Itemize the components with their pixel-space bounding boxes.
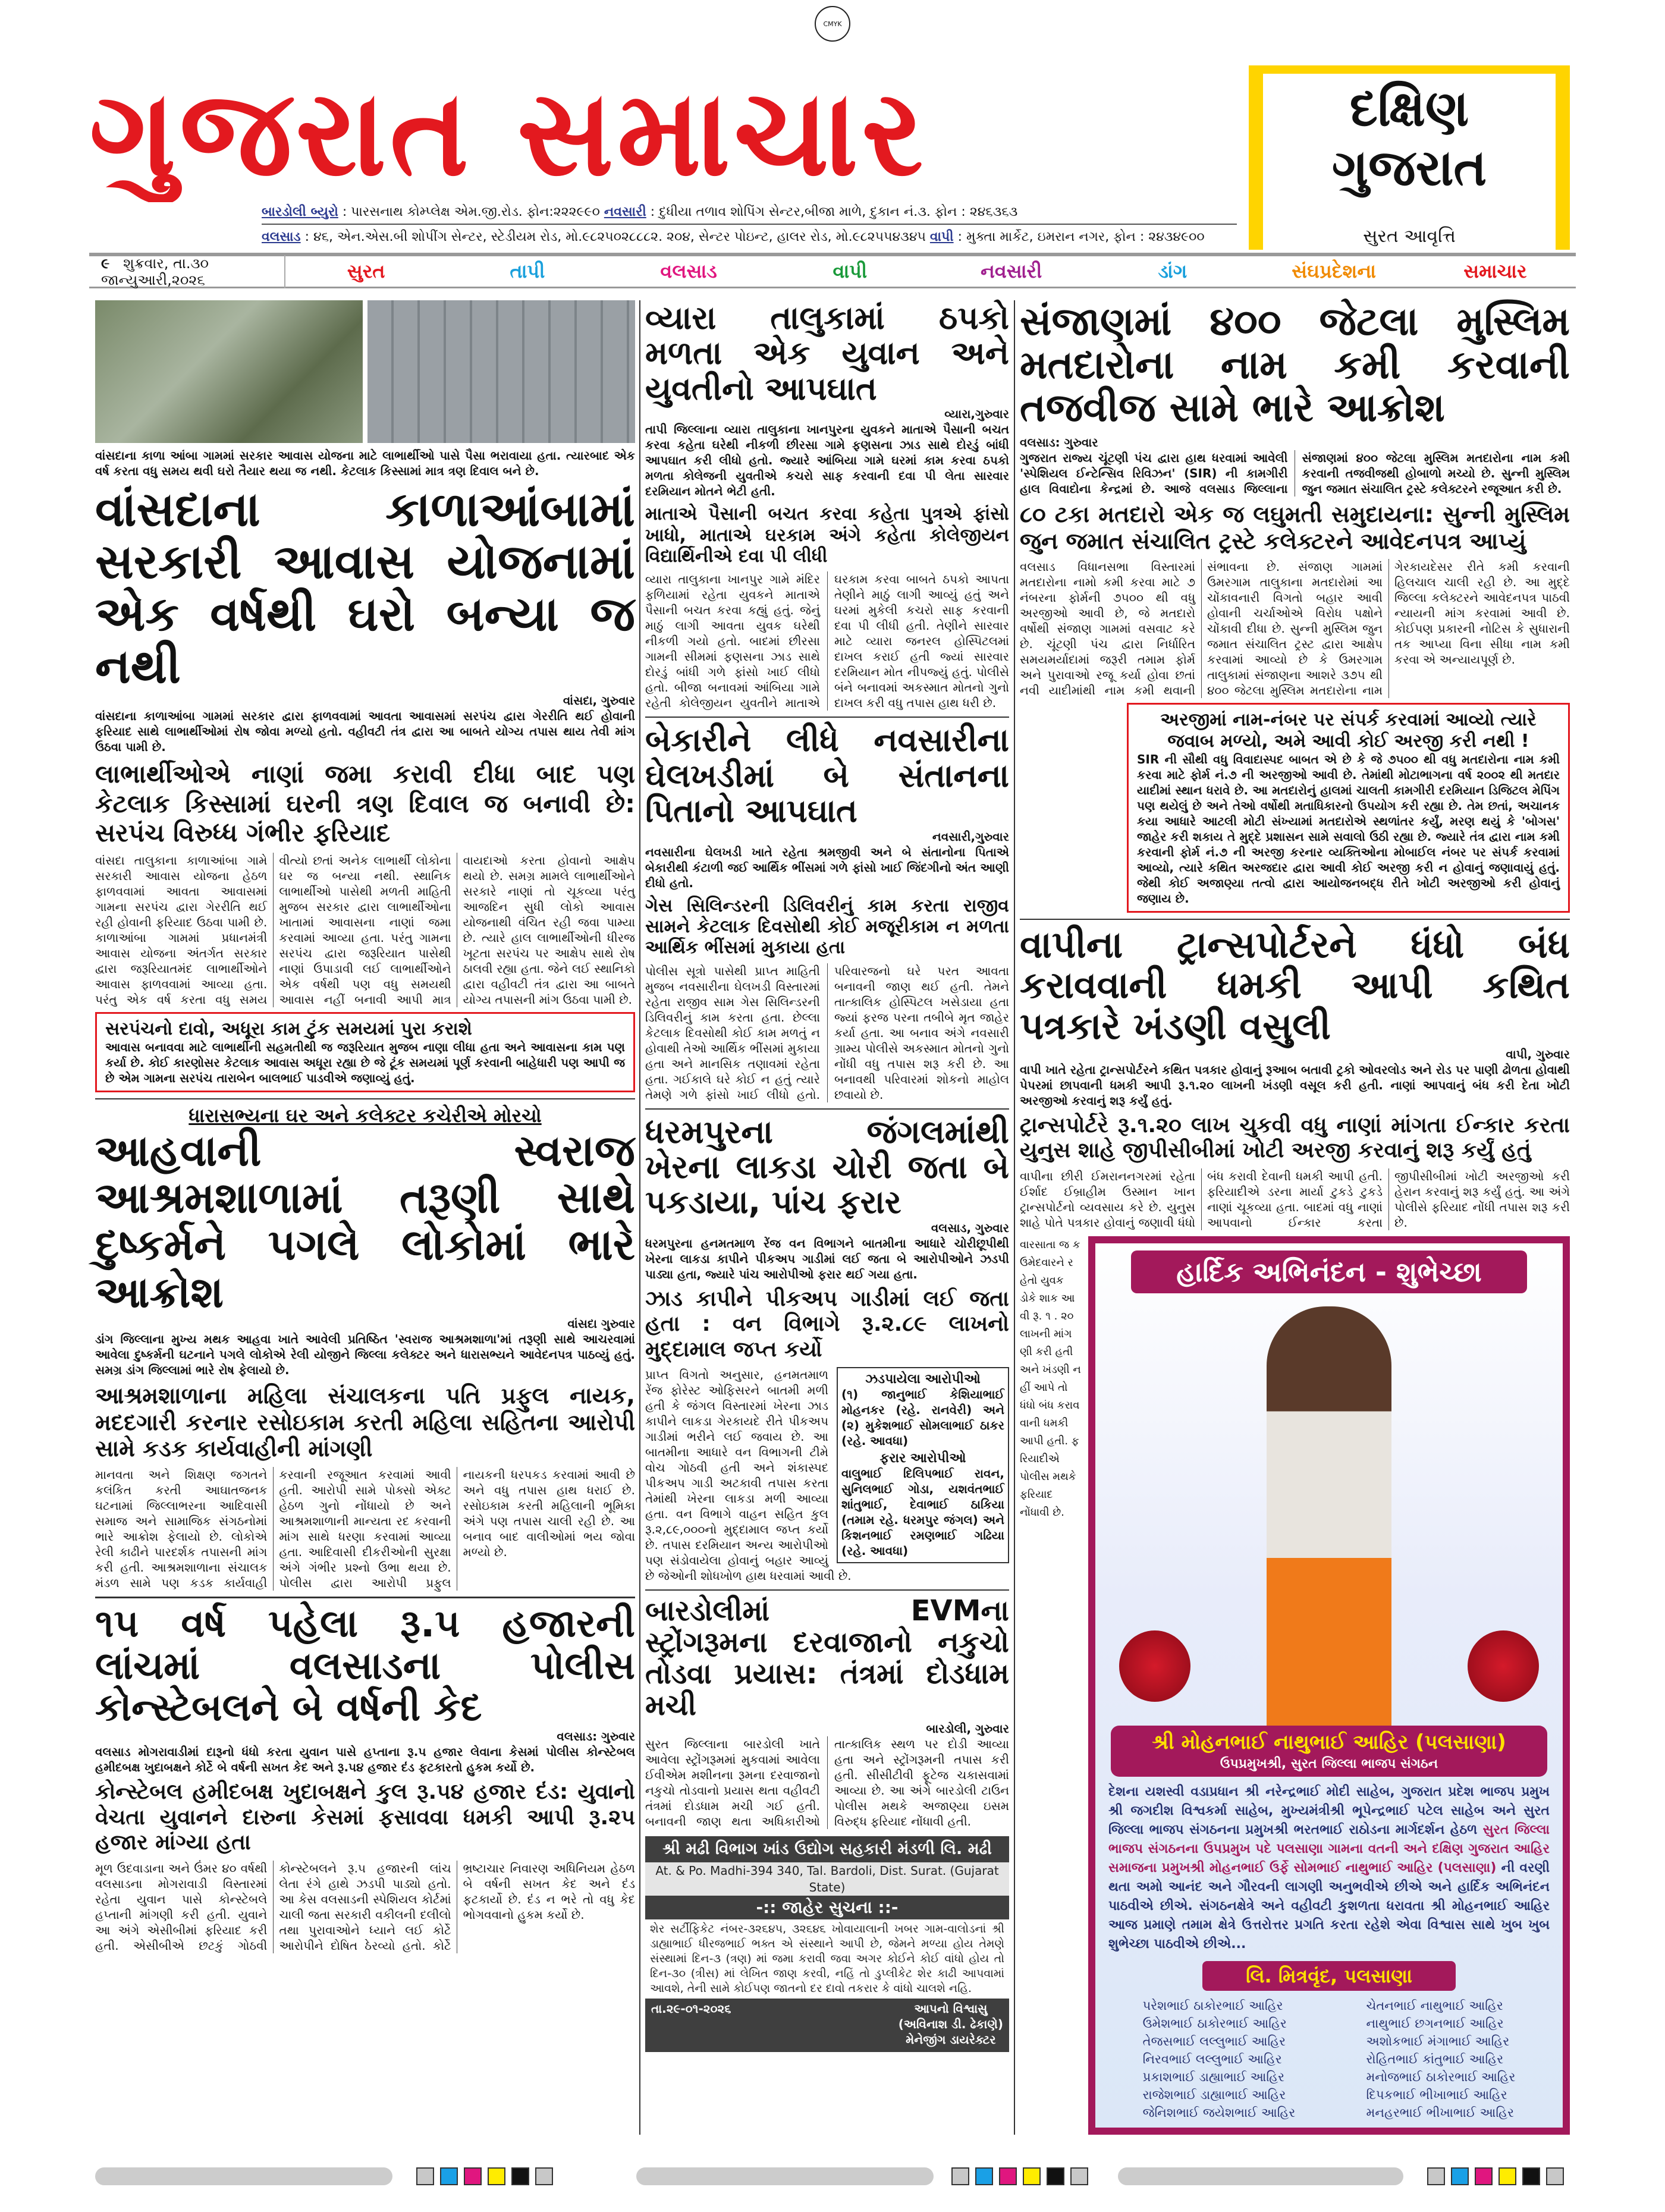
registration-bar [1118, 2167, 1403, 2185]
ad-row [1020, 1236, 1570, 2135]
registration-mark-label: CMYK [823, 20, 842, 28]
page-date [89, 255, 285, 288]
lead-paragraph: વાંસદાના કાળાઆંબા ગામમાં સરકાર દ્વારા ફાળવવામાં આવતા આવાસમાં સરપંચ દ્વારા ગેરરીતિ થઈ હોવાની ફરિયાદ સાથે લાભાર્થીઓમાં રોષ જોવા મળ્યો હતો. વહીવટી તંત્ર દ્વારા આ બાબતે યોગ્ય તપાસ થાય તેવી માંગ ઉઠવા પામી છે. [95, 709, 635, 754]
registration-bar [636, 2167, 934, 2185]
well-wisher-name: જેનિશભાઈ જયેશભાઈ આહિર [1142, 2106, 1296, 2120]
notice-date: તા.૨૯-૦૧-૨૦૨૬ [651, 2002, 731, 2016]
color-swatch [511, 2167, 529, 2185]
forest-story-body [645, 1367, 1009, 1583]
notice-designation: મેનેજીંગ ડાયરેક્ટર [906, 2032, 996, 2047]
section-list [285, 260, 1576, 283]
color-swatch [999, 2167, 1017, 2185]
lead-paragraph: ગુજરાત રાજ્ય ચૂંટણી પંચ દ્વારા હાથ ધરવામાં આવેલી 'સ્પેશિયલ ઈન્ટેન્સિવ રિવિઝન' (SIR) ની કામગીરી હાલ વિવાદોના કેન્દ્રમાં છે. આજે વલસાડ જિલ્લાના સંજાણમાં ૪૦૦ જેટલા મુસ્લિમ મતદારોના નામ કમી કરવાની તજવીજથી હોબાળો મચ્યો છે. સુન્ની મુસ્લિમ જુન જમાત સંચાલિત ટ્રસ્ટે કલેક્ટરને રજૂઆત કરી છે. [1020, 450, 1570, 496]
registration-bar [95, 2167, 392, 2185]
dateline: વાંસદા ગુરુવાર [567, 1316, 635, 1331]
dateline: વલસાડ: ગુરુવાર [557, 1729, 635, 1744]
subheadline: ઝાડ કાપીને પીકઅપ ગાડીમાં લઈ જતા હતા : વન વિભાગે રૂ.૨.૮૯ લાખનો મુદ્દામાલ જપ્ત કર્યો [645, 1286, 1009, 1362]
dateline: વલસાડ: ગુરુવાર [1020, 435, 1098, 450]
address-line-2 [262, 228, 1237, 246]
headline: બારડોલીમાં EVMના સ્ટ્રોંગરૂમના દરવાજાનો નકુચો તોડવા પ્રયાસ: તંત્રમાં દોડધામ મચી [645, 1589, 1009, 1721]
column-divider [639, 300, 640, 2135]
article-body: પોલીસ સૂત્રો પાસેથી પ્રાપ્ત માહિતી મુજબ નવસારીના ઘેલખડી વિસ્તારમાં રહેતા રાજીવ સામ ગેસ સિલિન્ડરની ડિલિવરીનું કામ કરતા હતા. છેલ્લા કેટલાક દિવસોથી કોઈ કામ મળતું ન હોવાથી તેઓ આર્થિક ભીંસમાં મુકાયા હતા અને માનસિક તણાવમાં રહેતા હતા. ગઈકાલે ઘરે કોઈ ન હતું ત્યારે તેમણે ગળે ફાંસો ખાઈ લીધો હતો. પરિવારજનો ઘરે પરત આવતા બનાવની જાણ થઈ હતી. તેમને તાત્કાલિક હોસ્પિટલ ખસેડાયા હતા જ્યાં ફરજ પરના તબીબે મૃત જાહેર કર્યા હતા. આ બનાવ અંગે નવસારી ગ્રામ્ય પોલીસે અકસ્માત મોતનો ગુનો નોંધી વધુ તપાસ શરૂ કરી છે. આ બનાવથી પરિવારમાં શોકનો માહોલ છવાયો છે. [645, 963, 1009, 1102]
edition-label: સુરત આવૃત્તિ [1263, 224, 1556, 250]
dateline: વ્યારા,ગુરુવાર [944, 407, 1009, 422]
notice-body: શેર સર્ટીફિકેટ નંબર-૩૨૬૪૫, ૩૨૬૪૬ ખોવાયાલાની ખબર ગામ-વાલોડનાં શ્રી ડાહ્યાભાઈ ધીરજભાઈ ભક્ત એ સંસ્થાને આપી છે, જેમને મળ્યા હોય તેમણે સંસ્થામાં દિન-૩ (ત્રણ) માં જમા કરાવી જવા અગર કોઈને કોઈ વાંધો હોય તો દિન-૩૦ (ત્રીસ) માં લેખિત જાણ કરવી, નહિં તો ડુપ્લીકેટ શેર કાઢી આપવામાં આવશે, તેની સામે કોઈપણ જાતનો દર દાવો તકરાર કે વાંધો ચાલશે નહિ. [645, 1919, 1009, 1999]
color-swatch [440, 2167, 458, 2185]
edition-brand-box [1249, 65, 1570, 250]
middle-column [645, 300, 1009, 2135]
well-wisher-name: નિરવભાઈ લલ્લુભાઈ આહિર [1142, 2052, 1282, 2066]
section-link[interactable]: વલસાડ [660, 260, 717, 282]
ad-message-part: દેશના યશસ્વી વડાપ્રધાન શ્રી નરેન્દ્રભાઈ મોદી સાહેબ, ગુજરાત પ્રદેશ ભાજપ પ્રમુખ શ્રી જગદીશ વિશ્વકર્મા સાહેબ, મુખ્યમંત્રીશ્રી ભૂપેન્દ્રભાઈ પટેલ સાહેબ અને સુરત જિલ્લા ભાજપ સંગઠનના પ્રમુખશ્રી ભરતભાઈ રાઠોડના માર્ગદર્શન હેઠળ [1108, 1784, 1550, 1837]
section-link[interactable]: સુરત [347, 260, 385, 282]
headline: સંજાણમાં ૪૦૦ જેટલા મુસ્લિમ મતદારોના નામ કમી કરવાની તજવીજ સામે ભારે આક્રોશ [1020, 299, 1570, 431]
well-wisher-name: દિપકભાઈ ભીખાભાઈ આહિર [1366, 2088, 1507, 2102]
article-body: વાપીના છીરી ઈમરાનનગરમાં રહેતા ઈર્શાદ ઈબ્રાહીમ ઉસ્માન ખાન ટ્રાન્સપોર્ટનો વ્યવસાય કરે છે. યુનુસ શાહે પોતે પત્રકાર હોવાનું જણાવી ધંધો બંધ કરાવી દેવાની ધમકી આપી હતી. ફરિયાદીએ ડરના માર્યા ટુકડે ટુકડે નાણાં ચૂકવ્યા હતા. બાદમાં વધુ નાણાં આપવાનો ઈન્કાર કરતા જીપીસીબીમાં ખોટી અરજીઓ કરી હેરાન કરવાનું શરૂ કર્યું હતું. આ અંગે પોલીસે ફરિયાદ નોંધી તપાસ શરૂ કરી છે. [1020, 1168, 1570, 1230]
color-swatch [1047, 2167, 1064, 2185]
well-wisher-name: અશોકભાઈ મંગાભાઈ આહિર [1366, 2034, 1510, 2048]
bureau-address: : મુક્તા માર્કેટ, ઇમરાન નગર, ફોન : ૨૪૩૪૯૦૦ [953, 230, 1205, 244]
notice-address: At. & Po. Madhi-394 340, Tal. Bardoli, Dist. Surat. (Gujarat State) [645, 1862, 1009, 1896]
ad-photo-area [1095, 1300, 1563, 1726]
kicker: ધારાસભ્યના ઘર અને કલેક્ટર કચેરીએ મોરચો [95, 1098, 635, 1127]
bureau-address: : દુધીયા તળાવ શોપિંગ સેન્ટર,બીજા માળે, દુકાન નં.૩. ફોન : ૨૪૬૩૬૩ [646, 205, 1018, 219]
names-left [1143, 1997, 1296, 2122]
brand-line-1: દક્ષિણ [1349, 79, 1469, 137]
article-body-narrow: વારસાતા જ ક ઉમેદવારને રહેતો યુવક ડોકે શાક આવી રૂ. ૧ . ૨૦ લાખની માંગણી કરી હતી અને ખંડણી નહીં આપે તો ધંધો બંધ કરાવવાની ધમકી આપી હતી. ફરિયાદીએ પોલીસ મથકે ફરિયાદ નોંધાવી છે. [1020, 1238, 1081, 1519]
bureau-label: નવસારી [604, 205, 646, 219]
lead-paragraph: વલસાડ મોગરાવાડીમાં દારૂનો ધંધો કરતા યુવાન પાસે હપ્તાના રૂ.૫ હજાર લેવાના કેસમાં પોલીસ કોન્સ્ટેબલ હમીદબક્ષ ખુદાબક્ષને કોર્ટે બે વર્ષની સખત કેદ અને રૂ.૫૪ હજાર દંડ ફટકારતો હુકમ કર્યો છે. [95, 1745, 635, 1775]
subheadline: માતાએ પૈસાની બચત કરવા કહેતા પુત્રએ ફાંસો ખાધો, માતાએ ઘરકામ અંગે કહેતા કોલેજીયન વિદ્યાર્થિનીએ દવા પી લીધી [645, 504, 1009, 567]
subheadline: આશ્રમશાળાના મહિલા સંચાલકના પતિ પ્રફુલ નાયક, મદદગારી કરનાર રસોઇકામ કરતી મહિલા સહિતના આરોપી સામે કડક કાર્યવાહીની માંગણી [95, 1382, 635, 1462]
right-column [1020, 300, 1570, 2135]
ad-title: હાર્દિક અભિનંદન - શુભેચ્છા [1131, 1250, 1527, 1293]
dateline: બારડોલી, ગુરુવાર [926, 1721, 1009, 1736]
congratulations-ad [1088, 1236, 1570, 2135]
well-wisher-name: પરેશભાઈ ઠાકોરભાઈ આહિર [1142, 1999, 1283, 2013]
color-swatch [1451, 2167, 1469, 2185]
well-wisher-name: રાજેશભાઈ ડાહ્યાભાઈ આહિર [1142, 2088, 1286, 2102]
lead-paragraph: નવસારીના ઘેલખડી ખાતે રહેતા શ્રમજીવી અને બે સંતાનોના પિતાએ બેકારીથી કંટાળી જઈ આર્થિક ભીંસમાં ગળે ફાંસો ખાઈ જિંદગીનો અંત આણી દીધો હતો. [645, 844, 1009, 890]
color-swatches [1427, 2167, 1564, 2185]
lead-paragraph: તાપી જિલ્લાના વ્યારા તાલુકાના ખાનપુરના યુવકને માતાએ પૈસાની બચત કરવા કહેતા ઘરેથી નીકળી છીરસા ગામે ફણસના ઝાડ સાથે દોરડું બાંધી આપઘાત કરી લીધો હતો. જ્યારે આંબિયા ગામે ઘરમાં કામ કરવા ઠપકો મળતા કોલેજની યુવતીએ કચરો સાફ કરવાની દવા પી લેતા સારવાર દરમિયાન મોતને ભેટી હતી. [645, 422, 1009, 499]
section-link[interactable]: નવસારી [981, 260, 1042, 282]
address-line-1 [262, 203, 1237, 225]
ad-message-part: ની વરણી થતા અમો આનંદ અને ગૌરવની લાગણી અનુભવીએ છીએ અને હાર્દિક અભિનંદન પાઠવીએ છીએ. સંગઠનક્ષેત્રે અને વહીવટી કુશળતા ધરાવતા શ્રી મોહનભાઈ આહિર આજ પ્રમાણે તમામ ક્ષેત્રે ઉત્તરોત્તર પ્રગતિ કરતા રહેશે એવા વિશ્વાસ સાથે ખુબ ખુબ શુભેચ્છા પાઠવીએ છીએ... [1108, 1861, 1550, 1952]
headline: ધરમપુરના જંગલમાંથી ખેરના લાકડા ચોરી જતા બે પકડાયા, પાંચ ફરાર [645, 1108, 1009, 1220]
news-photo-wall [367, 300, 635, 443]
well-wisher-name: ઉમેશભાઈ ઠાકોરભાઈ આહિર [1142, 2016, 1287, 2031]
bureau-label: વલસાડ [262, 230, 301, 244]
well-wisher-name: ચેતનભાઈ નાથુભાઈ આહિર [1366, 1999, 1503, 2013]
ad-from: લિ. મિત્રવૃંદ, પલસાણા [1202, 1961, 1456, 1991]
person-photo [1267, 1306, 1391, 1726]
page-number: ૯ [101, 254, 110, 272]
brand-line-2: ગુજરાત [1331, 139, 1487, 197]
accused-box [837, 1367, 1009, 1563]
issue-date: શુક્રવાર, તા.૩૦ જાન્યુઆરી,૨૦૨૬ [101, 254, 209, 288]
column-divider [1014, 300, 1015, 2135]
notice-signatory: (અવિનાશ ડી. ઢેકાણે) [898, 2017, 1003, 2032]
box-body: આવાસ બનાવવા માટે લાભાર્થીની સહમતીથી જ જરૂરિયાત મુજબ નાણા લીધા હતા અને આવાસના કામ પણ કર્યા છે. કોઈ કારણોસર કેટલાક આવાસ અધૂરા રહ્યા છે જે ટૂંક સમયમાં પૂર્ણ કરવાની બાહેધારી પણ આપી જ છે એમ ગામના સરપંચ તારાબેન બાલભાઈ પાડવીએ જણાવ્યું હતું. [105, 1040, 625, 1086]
dateline: વાંસદા, ગુરુવાર [563, 693, 635, 708]
headline: વાંસદાના કાળાઆંબામાં સરકારી આવાસ યોજનામાં એક વર્ષથી ઘરો બન્યા જ નથી [95, 482, 635, 694]
section-link[interactable]: સમાચાર [1463, 260, 1527, 282]
bureau-label: વાપી [929, 230, 954, 244]
sir-complaint-box [1127, 703, 1570, 913]
absconding-title: ફરાર આરોપીઓ [879, 1451, 966, 1466]
well-wisher-name: રોહિતભાઈ કાંતુભાઈ આહિર [1366, 2052, 1504, 2066]
absconding-list: વાલુભાઈ દિલિપભાઈ રાવન, સુનિલભાઈ ગોડા, યશવંતભાઈ શાંતુભાઈ, દેવાભાઈ ઠાકિયા (તમામ રહે. ધરમપુર જંગલ) અને કિશનભાઈ રમણભાઈ ગઢિયા (રહે. આવધા) [841, 1466, 1004, 1559]
article-body: વલસાડ વિધાનસભા વિસ્તારમાં મતદારોના નામો કમી કરવા માટે ૭ નંબરના ફોર્મની ૭૫૦૦ થી વધુ અરજીઓ આવી છે, જે મતદારો વર્ષોથી સંજાણ ગામમાં વસવાટ કરે છે. ચૂંટણી પંચ દ્વારા નિર્ધારિત સમયમર્યાદામાં જરૂરી તમામ ફોર્મ અને પુરાવાઓ રજૂ કર્યા હોવા છતાં નવી યાદીમાંથી નામ કમી થવાની સંભાવના છે. સંજાણ ગામમાં ઉમરગામ તાલુકાના મતદારોમાં આ ચોંકાવનારી વિગતો બહાર આવી હોવાની ચર્ચાઓએ વિરોધ પક્ષોને ચોંકાવી દીધા છે. સુન્ની મુસ્લિમ જુન જમાત સંચાલિત ટ્રસ્ટ દ્વારા આક્ષેપ કરવામાં આવ્યો છે કે ઉમરગામ તાલુકામાં સંજાણના આશરે ૩૭૫ થી ૪૦૦ જેટલા મુસ્લિમ મતદારોના નામ ગેરકાયદેસર રીતે કમી કરવાની હિલચાલ ચાલી રહી છે. આ મુદ્દે જિલ્લા કલેક્ટરને આવેદનપત્ર પાઠવી ન્યાયની માંગ કરવામાં આવી છે. કોઈપણ પ્રકારની નોટિસ કે સુધારાની તક આપ્યા વિના સીધા નામ કમી કરવા એ અન્યાયપૂર્ણ છે. [1020, 560, 1570, 698]
ad-designation: ઉપપ્રમુખશ્રી, સુરત જિલ્લા ભાજપ સંગઠન [1220, 1757, 1438, 1771]
headline: ૧૫ વર્ષ પહેલા રૂ.૫ હજારની લાંચમાં વલસાડના પોલીસ કોન્સ્ટેબલને બે વર્ષની કેદ [95, 1597, 635, 1729]
notice-title: -:: જાહેર સુચના ::- [756, 1897, 899, 1918]
color-swatch [1498, 2167, 1516, 2185]
caught-title: ઝડપાયેલા આરોપીઓ [865, 1372, 981, 1387]
color-swatch [1023, 2167, 1041, 2185]
color-swatch [464, 2167, 482, 2185]
sarpanch-claim-box [95, 1012, 635, 1092]
article-body: વાંસદા તાલુકાના કાળાઆંબા ગામે સરકારી આવાસ યોજના હેઠળ ફાળવવામાં આવતા આવાસમાં ગામના સરપંચ દ્વારા ગેરરીતિ થઈ રહી હોવાની ફરિયાદ ઉઠવા પામી છે. કાળાઆંબા ગામમાં પ્રધાનમંત્રી આવાસ યોજના અંતર્ગત સરકાર દ્વારા જરૂરિયાતમંદ લાભાર્થીઓને આવાસ ફાળવવામાં આવ્યા હતા. પરંતુ એક વર્ષ કરતા વધુ સમય વીત્યો છતાં અનેક લાભાર્થી લોકોના ઘર જ બન્યા નથી. સ્થાનિક લાભાર્થીઓ પાસેથી મળતી માહિતી મુજબ સરકાર દ્વારા લાભાર્થીઓના ખાતામાં આવાસના નાણાં જમા કરવામાં આવ્યા હતા. પરંતુ ગામના સરપંચ દ્વારા જરૂરિયાત પાસેથી નાણાં ઉપાડાવી લઈ લાભાર્થીઓને એક વર્ષથી પણ વધુ સમયથી આવાસ નહીં બનાવી આપી માત્ર વાયદાઓ કરતા હોવાનો આક્ષેપ થયો છે. સમગ્ર મામલે લાભાર્થીઓને સરકારે નાણાં તો ચૂકવ્યા પરંતુ આજદિન સુધી લોકો આવાસ યોજનાથી વંચિત રહી જવા પામ્યા છે. ત્યારે હાલ લાભાર્થીઓની ધીરજ ખૂટતા સરપંચ પર આક્ષેપ સાથે રોષ ઠાલવી રહ્યા હતા. જેને લઈ સ્થાનિકો દ્વારા વહીવટી તંત્ર દ્વારા આ બાબતે યોગ્ય તપાસની માંગ ઉઠવા પામી છે. [95, 853, 635, 1007]
well-wisher-name: પ્રકાશભાઈ ડાહ્યાભાઈ આહિર [1142, 2070, 1284, 2084]
color-swatches [951, 2167, 1088, 2185]
headline: આહવાની સ્વરાજ આશ્રમશાળામાં તરૂણી સાથે દુષ્કર્મને પગલે લોકોમાં ભારે આક્રોશ [95, 1126, 635, 1317]
color-swatch [1427, 2167, 1445, 2185]
dateline: વલસાડ, ગુરુવાર [931, 1220, 1009, 1235]
left-column [95, 300, 635, 2135]
headline: વાપીના ટ્રાન્સપોર્ટરને ધંધો બંધ કરાવવાની ધમકી આપી કથિત પત્રકારે ખંડણી વસુલી [1020, 919, 1570, 1047]
bureau-address: : ૪૬, એન.એસ.બી શોપીંગ સેન્ટર, સ્ટેડીયમ રોડ, મો.૯૮૨૫૦૨૮૮૮૨. ૨૦૪, સેન્ટર પોઇન્ટ, હાલર રોડ, મો.૯૮૨૫૫૪૩૪૫ [300, 230, 930, 244]
dateline: નવસારી,ગુરુવાર [932, 829, 1009, 844]
dateline: વાપી, ગુરુવાર [1506, 1047, 1570, 1061]
article-body: પ્રાપ્ત વિગતો અનુસાર, હનમતમાળ રેંજ ફોરેસ્ટ ઓફિસરને બાતમી મળી હતી કે જંગલ વિસ્તારમાં ખેરના ઝાડ કાપીને લાકડા ગેરકાયદે રીતે પીકઅપ ગાડીમાં ભરીને લઈ જવાય છે. આ બાતમીના આધારે વન વિભાગની ટીમે વોચ ગોઠવી હતી અને શંકાસ્પદ પીકઅપ ગાડી અટકાવી તપાસ કરતા તેમાંથી ખેરના લાકડા મળી આવ્યા હતા. વન વિભાગે વાહન સહિત કુલ રૂ.૨,૮૯,૦૦૦નો મુદ્દામાલ જપ્ત કર્યો છે. તપાસ દરમિયાન અન્ય આરોપીઓ પણ સંડોવાયેલા હોવાનું બહાર આવ્યું છે જેઓની શોધખોળ હાથ ધરવામાં આવી છે. [645, 1368, 852, 1583]
article-body: વ્યારા તાલુકાના ખાનપુર ગામે મંદિર ફળિયામાં રહેતા યુવકને માતાએ પૈસાની બચત કરવા કહ્યું હતું. જેનું માઠું લાગી આવતા યુવક ઘરેથી નીકળી ગયો હતો. બાદમાં છીરસા ગામની સીમમાં ફણસના ઝાડ સાથે દોરડું બાંધી ગળે ફાંસો ખાઈ લીધો હતો. બીજા બનાવમાં આંબિયા ગામે રહેતી કોલેજીયન યુવતીને માતાએ ઘરકામ કરવા બાબતે ઠપકો આપતા તેણીને માઠું લાગી આવ્યું હતું અને ઘરમાં મુકેલી કચરો સાફ કરવાની દવા પી લીધી હતી. તેણીને સારવાર માટે વ્યારા જનરલ હોસ્પિટલમાં દાખલ કરાઈ હતી જ્યાં સારવાર દરમિયાન મોત નીપજ્યું હતું. પોલીસે બંને બનાવમાં અકસ્માત મોતનો ગુનો દાખલ કરી વધુ તપાસ હાથ ધરી છે. [645, 572, 1009, 711]
rose-bouquet-right [1468, 1630, 1539, 1702]
lead-paragraph: ડાંગ જિલ્લાના મુખ્ય મથક આહવા ખાતે આવેલી પ્રતિષ્ઠિત 'સ્વરાજ આશ્રમશાળા'માં તરૂણી સાથે આચરવામાં આવેલા દુષ્કર્મની ઘટનાને પગલે લોકોએ રેલી યોજીને જિલ્લા કલેક્ટર અને ધારાસભ્યને આવેદનપત્ર પાઠવ્યું હતું. સમગ્ર ડાંગ જિલ્લામાં ભારે રોષ ફેલાયો છે. [95, 1331, 635, 1377]
photo-row [95, 300, 635, 443]
ad-message [1095, 1777, 1563, 1960]
ad-person-name: શ્રી મોહનભાઈ નાથુભાઈ આહિર (પલસાણા) [1152, 1730, 1506, 1754]
box-title: અરજીમાં નામ-નંબર પર સંપર્ક કરવામાં આવ્યો ત્યારે જવાબ મળ્યો, અમે આવી કોઈ અરજી કરી નથી ! [1160, 709, 1537, 752]
article-body: મૂળ ઉદવાડાના અને ઉંમર ૪૦ વર્ષથી વલસાડના મોગરાવાડી વિસ્તારમાં રહેતા યુવાન પાસે કોન્સ્ટેબલે હપ્તાની માંગણી કરી હતી. યુવાને આ અંગે એસીબીમાં ફરિયાદ કરી હતી. એસીબીએ છટકું ગોઠવી કોન્સ્ટેબલને રૂ.૫ હજારની લાંચ લેતા રંગે હાથે ઝડપી પાડ્યો હતો. આ કેસ વલસાડની સ્પેશિયલ કોર્ટમાં ચાલી જતા સરકારી વકીલની દલીલો તથા પુરાવાઓને ધ્યાને લઈ કોર્ટે આરોપીને દોષિત ઠેરવ્યો હતો. કોર્ટે ભ્રષ્ટાચાર નિવારણ અધિનિયમ હેઠળ બે વર્ષની સખત કેદ અને દંડ ફટકાર્યો છે. દંડ ન ભરે તો વધુ કેદ ભોગવવાનો હુકમ કર્યો છે. [95, 1861, 635, 1953]
article-body: સુરત જિલ્લાના બારડોલી ખાતે આવેલા સ્ટ્રોંગરૂમમાં મુકવામાં આવેલા ઈવીએમ મશીનના રૂમના દરવાજાનો નકુચો તોડવાનો પ્રયાસ થતા વહીવટી તંત્રમાં દોડધામ મચી ગઈ હતી. બનાવની જાણ થતા અધિકારીઓ તાત્કાલિક સ્થળ પર દોડી આવ્યા હતા અને સ્ટ્રોંગરૂમની તપાસ કરી હતી. સીસીટીવી ફૂટેજ ચકાસવામાં આવ્યા છે. આ અંગે બારડોલી ટાઉન પોલીસ મથકે અજાણ્યા ઇસમ વિરુદ્ધ ફરિયાદ નોંધાવી હતી. [645, 1737, 1009, 1829]
color-swatch [488, 2167, 505, 2185]
subheadline: કોન્સ્ટેબલ હમીદબક્ષ ખુદાબક્ષને કુલ રૂ.૫૪ હજાર દંડ: યુવાનો વેચતા યુવાનને દારુના કેસમાં ફસાવવા ધમકી આપી રૂ.૨૫ હજાર માંગ્યા હતા [95, 1780, 635, 1855]
lead-paragraph: વાપી ખાતે રહેતા ટ્રાન્સપોર્ટરને કથિત પત્રકાર હોવાનું રૂઆબ બતાવી ટ્રકો ઓવરલોડ અને રોડ પર પાણી ઢોળતા હોવાથી પેપરમાં છાપવાની ધમકી આપી રૂ.૧.૨૦ લાખની ખંડણી વસૂલ કરી હતી. નાણાં આપવાનું બંધ કરી દેતા ખોટી અરજીઓ કરવાનું શરૂ કર્યું હતું. [1020, 1062, 1570, 1108]
bureau-label: બારડોલી બ્યુરો [262, 205, 338, 219]
well-wisher-name: તેજસભાઈ લલ્લુભાઈ આહિર [1142, 2034, 1286, 2048]
color-swatch [951, 2167, 969, 2185]
headline: બેકારીને લીધે નવસારીના ઘેલખડીમાં બે સંતાનના પિતાનો આપઘાત [645, 717, 1009, 828]
box-title: સરપંચનો દાવો, અધૂરા કામ ટુંક સમયમાં પુરા કરાશે [105, 1018, 472, 1039]
notice-org: શ્રી મઢી વિભાગ ખાંડ ઉદ્યોગ સહકારી મંડળી લિ. મઢી [662, 1840, 992, 1859]
color-swatch [975, 2167, 993, 2185]
section-link[interactable]: ડાંગ [1158, 260, 1188, 282]
section-link[interactable]: તાપી [510, 260, 545, 282]
article-body: માનવતા અને શિક્ષણ જગતને કલંકિત કરતી આઘાતજનક ઘટનામાં જિલ્લાભરના આદિવાસી સમાજ અને સામાજિક સંગઠનોમાં ભારે આક્રોશ ફેલાયો છે. લોકોએ રેલી કાઢીને પારદર્શક તપાસની માંગ કરી હતી. આશ્રમશાળાના સંચાલક મંડળ સામે પણ કડક કાર્યવાહી કરવાની રજૂઆત કરવામાં આવી હતી. આરોપી સામે પોક્સો એક્ટ હેઠળ ગુનો નોંધાયો છે અને આશ્રમશાળાની માન્યતા રદ કરવાની માંગ સાથે ધરણા કરવામાં આવ્યા હતા. આદિવાસી દીકરીઓની સુરક્ષા અંગે ગંભીર પ્રશ્નો ઉભા થયા છે. પોલીસ દ્વારા આરોપી પ્રફુલ નાયકની ધરપકડ કરવામાં આવી છે અને વધુ તપાસ હાથ ધરાઈ છે. રસોઇકામ કરતી મહિલાની ભૂમિકા અંગે પણ તપાસ ચાલી રહી છે. આ બનાવ બાદ વાલીઓમાં ભય જોવા મળ્યો છે. [95, 1468, 635, 1591]
color-swatch [1070, 2167, 1088, 2185]
caught-list: (૧) જાનુભાઈ કેશિયાભાઈ મોહનકર (રહે. રાનવેરી) અને (૨) મુકેશભાઈ સોમલાભાઈ ઠાકર (રહે. આવધા) [841, 1387, 1004, 1449]
headline: વ્યારા તાલુકામાં ઠપકો મળતા એક યુવાન અને યુવતીનો આપઘાત [645, 299, 1009, 407]
color-swatch [535, 2167, 553, 2185]
notice-signoff: આપનો વિશ્વાસુ [914, 2002, 988, 2016]
section-nav-bar [89, 253, 1576, 288]
color-swatches [416, 2167, 553, 2185]
color-swatch [416, 2167, 434, 2185]
masthead-logo: ગુજરાત સમાચાર [89, 65, 927, 202]
lead-paragraph: ધરમપુરના હનમતમાળ રેંજ વન વિભાગને બાતમીના આધારે ચોરીછૂપીથી ખેરના લાકડા કાપીને પીકઅપ ગાડીમાં લઈ જતા બે આરોપીઓને ઝડપી પાડ્યા હતા, જ્યારે પાંચ આરોપીઓ ફરાર થઈ ગયા હતા. [645, 1236, 1009, 1281]
bureau-address: : પારસનાથ કોમ્પ્લેક્ષ એમ.જી.રોડ. ફોન:૨૨૨૯૯૦ [338, 205, 604, 219]
well-wisher-name: નાથુભાઈ છગનભાઈ આહિર [1366, 2016, 1504, 2031]
ad-names [1095, 1992, 1563, 2128]
registration-mark [815, 6, 850, 42]
color-swatch [1522, 2167, 1540, 2185]
well-wisher-name: મનોજભાઈ ઠાકોરભાઈ આહિર [1366, 2070, 1516, 2084]
subheadline: ગેસ સિલિન્ડરની ડિલિવરીનું કામ કરતા રાજીવ સામને કેટલાક દિવસોથી કોઈ મજૂરીકામ ન મળતા આર્થિક ભીંસમાં મુકાયા હતા [645, 895, 1009, 959]
box-body: SIR ની સૌથી વધુ વિવાદાસ્પદ બાબત એ છે કે જે ૭૫૦૦ થી વધુ મતદારોના નામ કમી કરવા માટે ફોર્મ નં.૭ ની અરજીઓ આવી છે. તેમાંથી મોટાભાગના વર્ષ ૨૦૦૨ થી મતદાર યાદીમાં સ્થાન ધરાવે છે. આ મતદારોનું હાલમાં ચાલતી કામગીરી દરમિયાન ડિજિટલ મેપિંગ પણ થયેલું છે અને તેઓ વર્ષોથી મતાધિકારનો ઉપયોગ કરી રહ્યા છે. તેમ છતાં, અચાનક કયા આધારે આટલી મોટી સંખ્યામાં મતદારોએ સ્થળાંતર કર્યું, મરણ થયું કે 'બોગસ' જાહેર કરી શકાય તે મુદ્દે પ્રશાસન સામે સવાલો ઉઠી રહ્યા છે. જ્યારે તંત્ર દ્વારા નામ કમી કરવાની ફોર્મ નં.૭ ની અરજી કરનાર વ્યક્તિઓના મોબાઈલ નંબર પર સંપર્ક કરવામાં આવ્યો, ત્યારે કથિત અરજદાર દ્વારા આવી કોઈ અરજી કરી ન હોવાનું જણાવાયું હતું. જેથી કોઈ અજાણ્યા તત્વો દ્વારા આયોજનબદ્ધ રીતે ખોટી અરજીઓ કરી હોવાનું જણાય છે. [1137, 752, 1560, 906]
news-photo-house [95, 300, 363, 443]
subheadline: લાભાર્થીઓએ નાણાં જમા કરાવી દીધા બાદ પણ કેટલાક કિસ્સામાં ઘરની ત્રણ દિવાલ જ બનાવી છે: સરપંચ વિરુધ્ધ ગંભીર ફરિયાદ [95, 759, 635, 848]
color-swatch [1546, 2167, 1564, 2185]
names-right [1366, 1997, 1516, 2122]
rose-bouquet-left [1119, 1630, 1190, 1702]
well-wisher-name: મનહરભાઈ ભીખાભાઈ આહિર [1366, 2106, 1514, 2120]
color-swatch [1475, 2167, 1493, 2185]
ad-name-banner [1111, 1726, 1547, 1777]
subheadline: ૮૦ ટકા મતદારો એક જ લઘુમતી સમુદાયના: સુન્ની મુસ્લિમ જુન જમાત સંચાલિત ટ્રસ્ટે કલેક્ટરને આવેદનપત્ર આપ્યું [1020, 501, 1570, 554]
section-link[interactable]: વાપી [832, 260, 868, 282]
public-notice [645, 1836, 1009, 2052]
subheadline: ટ્રાન્સપોર્ટરે રૂ.૧.૨૦ લાખ ચુકવી વધુ નાણાં માંગતા ઈન્કાર કરતા યુનુસ શાહે જીપીસીબીમાં ખોટી અરજી કરવાનું શરૂ કર્યું હતું [1020, 1113, 1570, 1163]
photo-caption: વાંસદાના કાળા આંબા ગામમાં સરકાર આવાસ યોજના માટે લાભાર્થીઓ પાસે પૈસા ભરાવાયા હતા. ત્યારબાદ એક વર્ષ કરતા વધુ સમય થવી ઘરો તૈયાર થયા જ નથી. કેટલાક કિસ્સામાં માત્ર ત્રણ દિવાલ બને છે. [95, 448, 635, 478]
section-link[interactable]: સંઘપ્રદેશના [1292, 260, 1377, 282]
ad-message-highlight: સુરત જિલ્લા ભાજપ સંગઠનના ઉપપ્રમુખ પદે પલસાણા ગામના વતની અને દક્ષિણ ગુજરાત આહિર સમાજના પ્રમુખશ્રી મોહનભાઈ ઉર્ફે સોમભાઈ નાથુભાઈ આહિર (પલસાણા) [1108, 1823, 1550, 1875]
